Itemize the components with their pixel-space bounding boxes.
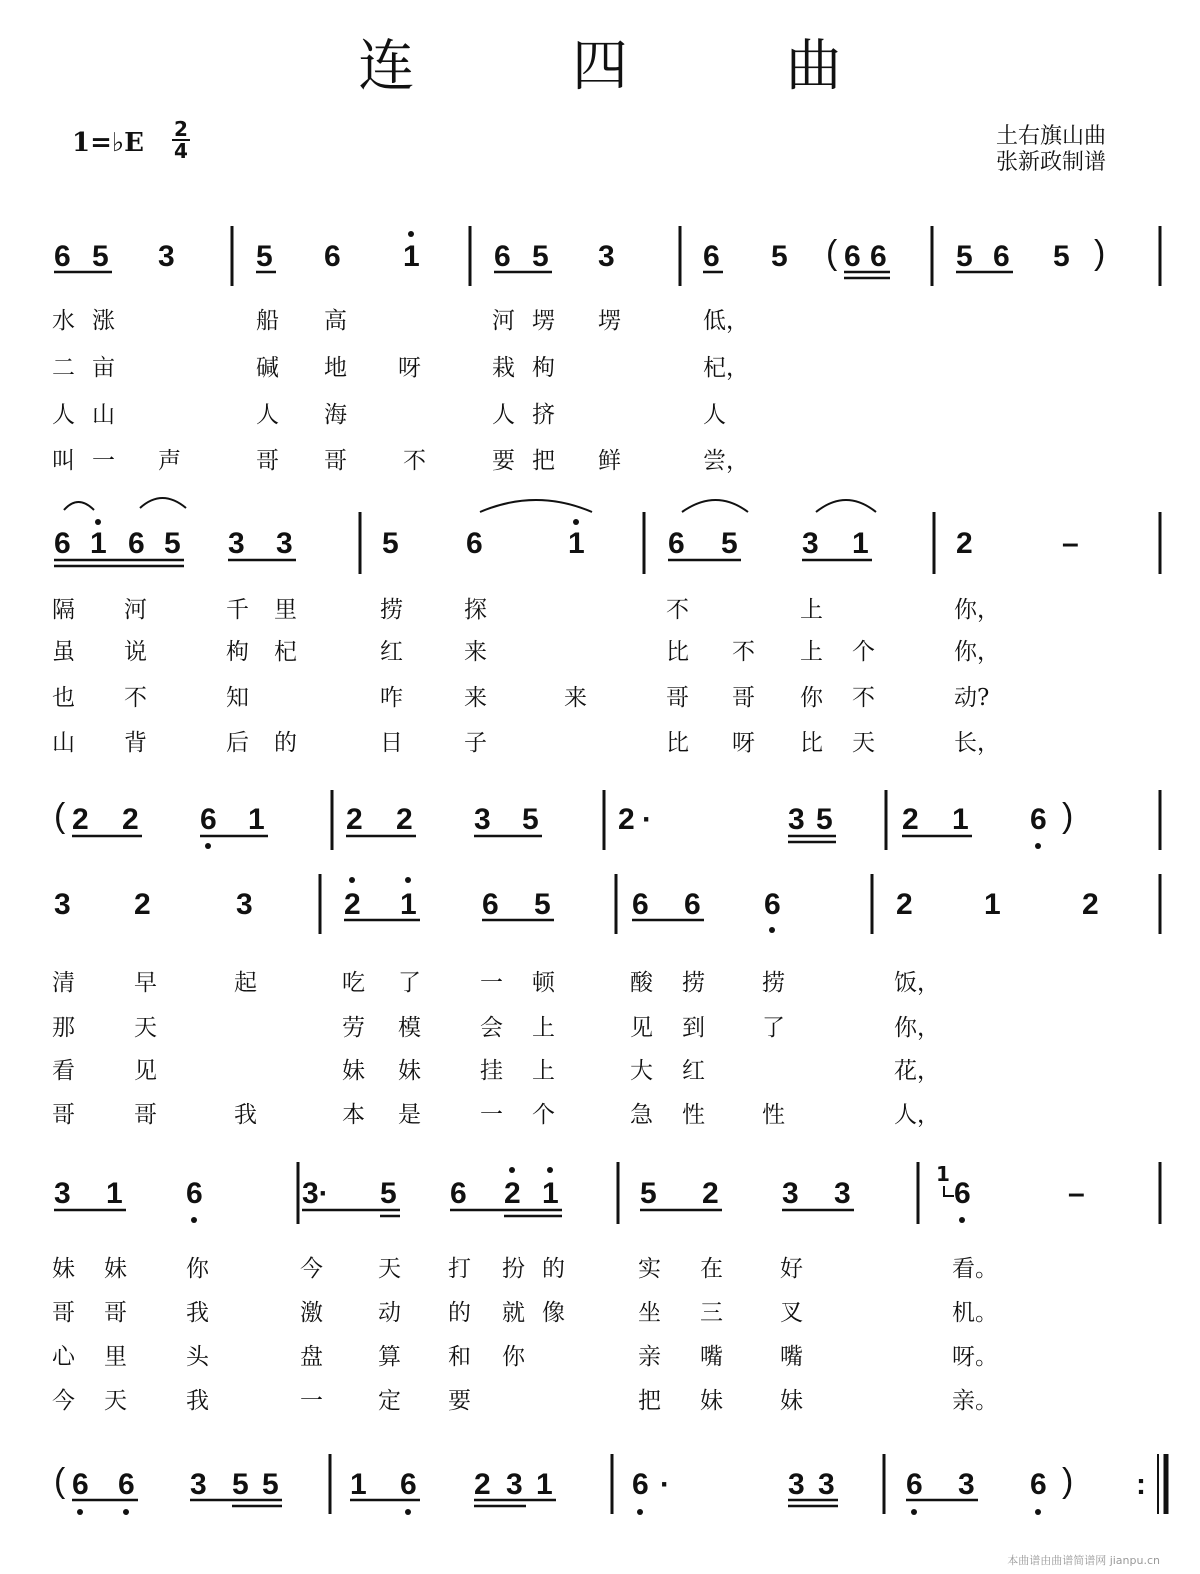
note: 5 [256,240,273,273]
lyric: 亩 [92,355,115,381]
lyric: 性 [682,1102,705,1128]
note: 2 [344,888,361,921]
note: 3· [302,1177,329,1210]
lyric: 把 [638,1388,661,1414]
note: 6 [954,1177,971,1210]
lyric: 来 [464,685,487,711]
lyric: 的 [274,730,297,756]
lyric: 咋 [380,685,403,711]
lyric: 清 [52,970,75,996]
note: 6 [450,1177,467,1210]
lyric: 嘴 [700,1344,723,1370]
note: 6 [632,1468,649,1501]
lyric: 机。 [952,1300,998,1326]
note: 2 [896,888,913,921]
lyric: 模 [398,1015,421,1041]
paren-open: ( [54,797,66,835]
note: 2 [134,888,151,921]
note: 6 [324,240,341,273]
lyric: 头 [186,1344,209,1370]
lyric: 哥 [104,1300,127,1326]
note: 6 [844,240,861,273]
lyric: 到 [682,1015,705,1041]
note: 3 [788,1468,805,1501]
lyric: 上 [532,1015,555,1041]
lyric: 妹 [342,1058,365,1084]
lyric: 要 [448,1388,471,1414]
note: 5 [92,240,109,273]
note: 6 [870,240,887,273]
credit-source: 土右旗山曲 [995,124,1106,149]
lyric: 一 [480,970,503,996]
note: 5 [532,240,549,273]
lyric: 性 [762,1102,785,1128]
lyric: 呀。 [952,1344,998,1370]
lyric: 扮 [502,1256,525,1282]
lyric: 哥 [256,448,279,474]
lyric: 里 [104,1344,127,1370]
lyric: 后 [226,730,249,756]
lyric: 一 [300,1388,323,1414]
lyric: 二 [52,355,75,381]
lyric: 捞 [682,970,705,996]
lyric: 了 [398,970,421,996]
lyric: 枸 [226,639,249,665]
credit-arranger: 张新政制谱 [995,150,1106,175]
lyric: 塄 [598,308,621,334]
lyric: 妹 [104,1256,127,1282]
paren-open: ( [826,234,838,272]
note: 6 [200,803,217,836]
note: 6 [632,888,649,921]
note: 6 [72,1468,89,1501]
lyric: 一 [480,1102,503,1128]
lyric: 呀 [732,730,755,756]
note: 2 [902,803,919,836]
time-top: 2 [174,117,188,141]
lyric: 激 [300,1300,323,1326]
lyric: 了 [762,1015,785,1041]
lyric: 心 [52,1344,75,1370]
note: 2 [702,1177,719,1210]
lyric: 妹 [780,1388,803,1414]
note: 6 [54,527,71,560]
lyric: 今 [52,1388,75,1414]
lyric: 看。 [952,1256,998,1282]
lyric: 我 [234,1102,257,1128]
lyric: 顿 [532,970,555,996]
lyric: 在 [700,1256,723,1282]
lyric: 实 [638,1256,661,1282]
lyric: 栽 [492,355,515,381]
lyric: 哥 [324,448,347,474]
lyric: 叫 [52,448,75,474]
note: 6 [703,240,720,273]
note: 2 [1082,888,1099,921]
note: 5 [382,527,399,560]
lyric: 个 [852,639,875,665]
note: 3 [236,888,253,921]
time-bottom: 4 [174,139,188,163]
note: 3 [474,803,491,836]
lyric: 你 [502,1344,525,1370]
note: 6 [482,888,499,921]
lyric: 就 [502,1300,525,1326]
dash: – [1062,527,1079,560]
note: 5 [721,527,738,560]
note: 5 [816,803,833,836]
lyric: 坐 [638,1300,661,1326]
lyric: 个 [532,1102,555,1128]
lyric: 地 [324,355,347,381]
lyric: 杞 [274,639,297,665]
lyric: 动 [378,1300,401,1326]
lyric: 你， [954,597,1000,623]
lyric: 花， [894,1058,940,1084]
lyric: 见 [630,1015,653,1041]
note: 6 [186,1177,203,1210]
lyric: 哥 [732,685,755,711]
lyric: 妹 [398,1058,421,1084]
lyric: 塄 [532,308,555,334]
lyric: 挂 [480,1058,503,1084]
lyric: 比 [666,730,689,756]
lyric: 人 [703,402,726,428]
lyric: 鲜 [598,448,621,474]
lyric: 水 [52,308,75,334]
lyric: 你， [954,639,1000,665]
lyric: 亲 [638,1344,661,1370]
lyric: 隔 [52,597,75,623]
lyric: 你 [800,685,823,711]
lyric: 天 [104,1388,127,1414]
paren-close: ) [1062,797,1074,835]
lyric: 不 [403,448,426,474]
lyric: 是 [398,1102,421,1128]
lyric: 的 [542,1256,565,1282]
lyric: 的 [448,1300,471,1326]
lyric: 不 [852,685,875,711]
note: 3 [788,803,805,836]
lyric: 枸 [532,355,555,381]
note: 6 [906,1468,923,1501]
note: 5 [956,240,973,273]
note: 2 [122,803,139,836]
lyric: 人 [52,402,75,428]
lyric: 像 [542,1300,565,1326]
lyric: 虽 [52,639,75,665]
lyric: 低， [703,308,749,334]
lyric: 算 [378,1344,401,1370]
lyric: 长， [954,730,1000,756]
note: 1 [568,527,585,560]
lyric: 叉 [780,1300,803,1326]
lyric: 妹 [700,1388,723,1414]
note: 3 [834,1177,851,1210]
lyric: 和 [448,1344,471,1370]
paren-close: ) [1062,1462,1074,1500]
note: 5 [640,1177,657,1210]
time-signature [172,117,190,163]
lyric: 天 [378,1256,401,1282]
lyric: 起 [234,970,257,996]
lyric: 不 [732,639,755,665]
note: 5 [534,888,551,921]
note: 1 [403,240,420,273]
lyric: 呀 [398,355,421,381]
note: 6 [466,527,483,560]
note: 1 [536,1468,553,1501]
lyric: 哥 [134,1102,157,1128]
lyric: 急 [630,1102,653,1128]
note: 1 [952,803,969,836]
note: 6 [54,240,71,273]
note: 6 [684,888,701,921]
lyric: 尝， [703,448,749,474]
credits [996,124,1106,176]
dot: · [642,803,652,836]
paren-close: ) [1094,234,1106,272]
note: 3 [802,527,819,560]
note: 2 [72,803,89,836]
lyric: 里 [274,597,297,623]
lyric: 今 [300,1256,323,1282]
note: 3 [54,888,71,921]
lyric: 把 [532,448,555,474]
lyric: 杞， [703,355,749,381]
lyric: 见 [134,1058,157,1084]
key-signature: 1=♭E [72,128,144,158]
note: 3 [190,1468,207,1501]
lyric: 人 [492,402,515,428]
volta-1: 1 [936,1162,950,1186]
note: 3 [598,240,615,273]
lyric: 定 [378,1388,401,1414]
lyric: 人， [894,1102,940,1128]
lyric: 哥 [52,1300,75,1326]
lyric: 说 [124,639,147,665]
lyric: 红 [380,639,403,665]
note: 1 [984,888,1001,921]
lyric: 酸 [630,970,653,996]
note: 1 [90,527,107,560]
note: 1 [350,1468,367,1501]
lyric: 早 [134,970,157,996]
lyric: 山 [52,730,75,756]
note: 1 [542,1177,559,1210]
lyric: 动? [954,685,990,711]
note: 5 [771,240,788,273]
lyric: 我 [186,1300,209,1326]
lyric: 饭， [894,970,940,996]
lyric: 山 [92,402,115,428]
lyric: 声 [158,448,181,474]
lyric: 哥 [52,1102,75,1128]
note: 3 [158,240,175,273]
lyric: 捞 [762,970,785,996]
lyric: 知 [226,685,249,711]
lyric: 要 [492,448,515,474]
note: 3 [54,1177,71,1210]
lyric: 比 [800,730,823,756]
lyric: 你， [894,1015,940,1041]
lyric: 不 [666,597,689,623]
note: 5 [1053,240,1070,273]
lyric: 上 [800,639,823,665]
note: 3 [958,1468,975,1501]
lyric: 天 [134,1015,157,1041]
note: 6 [1030,1468,1047,1501]
note: 5 [380,1177,397,1210]
lyric: 亲。 [952,1388,998,1414]
note: 6 [668,527,685,560]
lyric: 天 [852,730,875,756]
note: 2 [618,803,635,836]
lyric: 会 [480,1015,503,1041]
note: 3 [818,1468,835,1501]
lyric: 捞 [380,597,403,623]
lyric: 盘 [300,1344,323,1370]
lyric: 嘴 [780,1344,803,1370]
note: 3 [228,527,245,560]
lyric: 背 [124,730,147,756]
lyric: 船 [256,308,279,334]
note: 2 [956,527,973,560]
lyric: 吃 [342,970,365,996]
note: 1 [106,1177,123,1210]
lyric: 那 [52,1015,75,1041]
lyric: 红 [682,1058,705,1084]
dash: – [1068,1177,1085,1210]
lyric: 也 [52,685,75,711]
note: 5 [164,527,181,560]
note: 3 [506,1468,523,1501]
lyric: 一 [92,448,115,474]
lyric: 挤 [532,402,555,428]
note: 6 [128,527,145,560]
lyric: 好 [780,1256,803,1282]
lyric: 人 [256,402,279,428]
note: 2 [504,1177,521,1210]
note: 2 [396,803,413,836]
lyric: 涨 [92,308,115,334]
lyric: 来 [464,639,487,665]
lyric: 上 [800,597,823,623]
dot: · [660,1468,670,1501]
repeat-dots: : [1136,1468,1146,1501]
lyric: 本 [342,1102,365,1128]
note: 6 [400,1468,417,1501]
note: 6 [993,240,1010,273]
note: 1 [248,803,265,836]
lyric: 劳 [342,1015,365,1041]
note: 6 [764,888,781,921]
lyric: 碱 [256,355,279,381]
note: 1 [400,888,417,921]
lyric: 你 [186,1256,209,1282]
lyric: 千 [226,597,249,623]
note: 6 [118,1468,135,1501]
note: 5 [232,1468,249,1501]
lyric: 河 [492,308,515,334]
note: 2 [346,803,363,836]
note: 2 [474,1468,491,1501]
lyric: 打 [448,1256,471,1282]
lyric: 日 [380,730,403,756]
lyric: 比 [666,639,689,665]
lyric: 不 [124,685,147,711]
lyric: 上 [532,1058,555,1084]
lyric: 看 [52,1058,75,1084]
footer-watermark: 本曲谱由曲谱简谱网 jianpu.cn [1007,1554,1160,1567]
note: 6 [1030,803,1047,836]
page-title: 连 四 曲 [358,34,912,99]
lyric: 高 [324,308,347,334]
note: 1 [852,527,869,560]
note: 5 [522,803,539,836]
lyric: 大 [630,1058,653,1084]
lyric: 探 [464,597,487,623]
note: 5 [262,1468,279,1501]
note: 3 [276,527,293,560]
lyric: 海 [324,402,347,428]
lyric: 哥 [666,685,689,711]
note: 6 [494,240,511,273]
lyric: 来 [564,685,587,711]
paren-open: ( [54,1462,66,1500]
lyric: 三 [700,1300,723,1326]
note: 3 [782,1177,799,1210]
lyric: 我 [186,1388,209,1414]
lyric: 河 [124,597,147,623]
lyric: 妹 [52,1256,75,1282]
lyric: 子 [464,730,487,756]
